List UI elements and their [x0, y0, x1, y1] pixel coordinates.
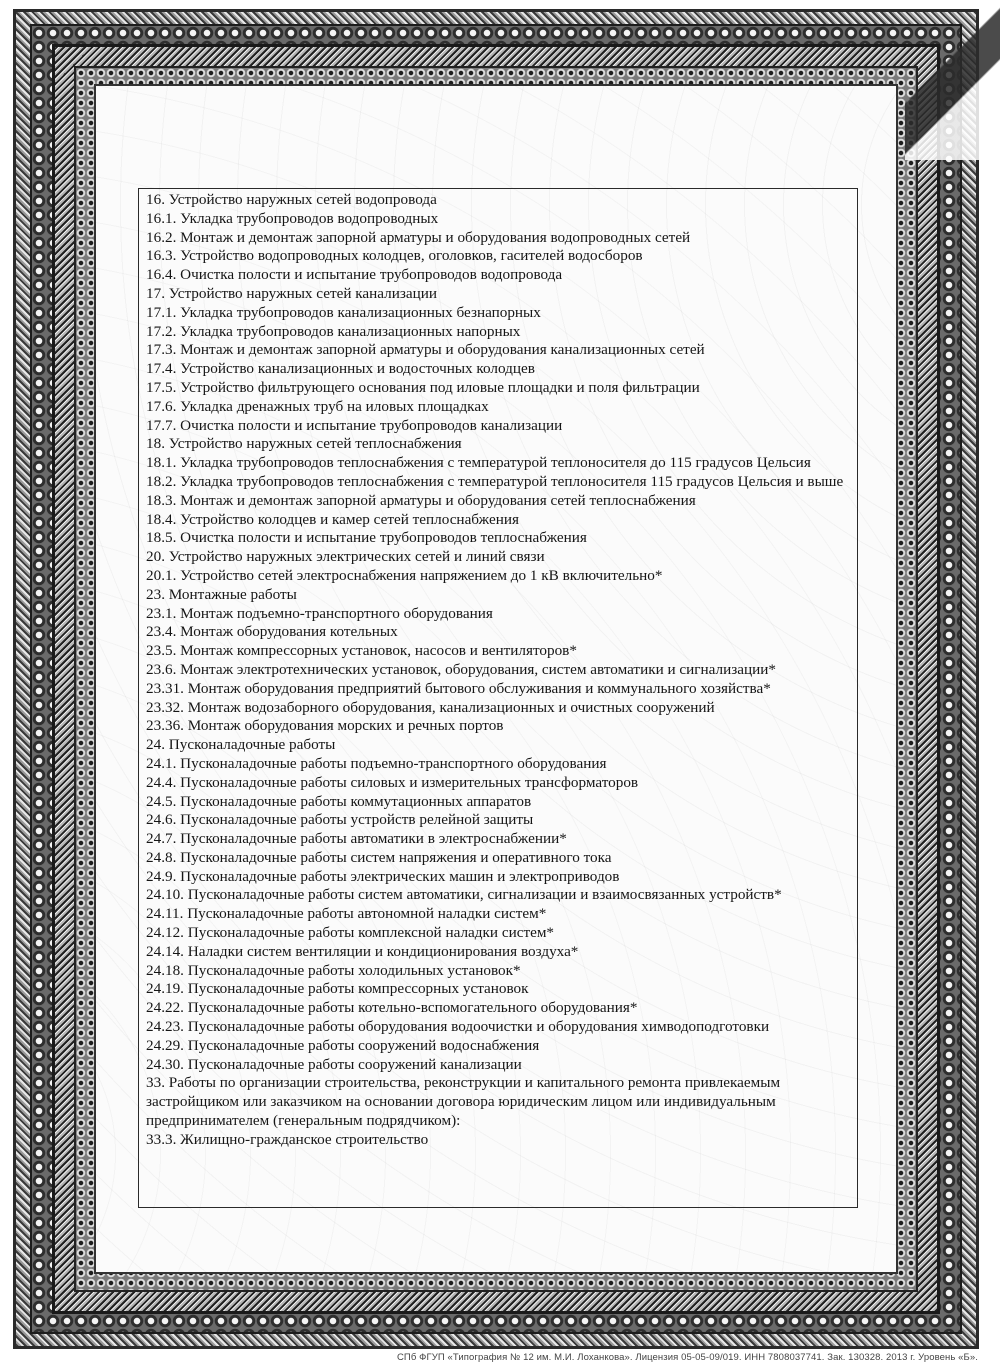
list-item: 17. Устройство наружных сетей канализации	[146, 284, 437, 302]
list-item: 24.10. Пусконаладочные работы систем автоматики, сигнализации и взаимосвязанных устройств*	[146, 886, 782, 904]
list-item: 24.14. Наладки систем вентиляции и кондиционирования воздуха*	[146, 942, 579, 960]
list-item: 24.1. Пусконаладочные работы подъемно-транспортного оборудования	[146, 754, 607, 772]
list-item: 18.4. Устройство колодцев и камер сетей теплоснабжения	[146, 510, 519, 528]
list-item: 24.23. Пусконаладочные работы оборудования водоочистки и оборудования химводоподготовки	[146, 1018, 770, 1036]
list-item: 24.8. Пусконаладочные работы систем напряжения и оперативного тока	[146, 848, 612, 866]
list-item: 23.5. Монтаж компрессорных установок, насосов и вентиляторов*	[146, 642, 577, 660]
printer-imprint: СПб ФГУП «Типография № 12 им. М.И. Лоханкова». Лицензия 05-05-09/019. ИНН 7808037741. Зак. 130328. 2013 г. Уровень «Б».	[396, 1352, 978, 1363]
list-item: 16.3. Устройство водопроводных колодцев, оголовков, гасителей водосборов	[146, 247, 643, 265]
list-item: 23.32. Монтаж водозаборного оборудования, канализационных и очистных сооружений	[146, 698, 715, 716]
list-item: 23. Монтажные работы	[146, 585, 297, 603]
list-item: 16. Устройство наружных сетей водопровода	[146, 191, 437, 208]
list-item: 23.6. Монтаж электротехнических установок, оборудования, систем автоматики и сигнализации*	[146, 660, 776, 678]
list-item: 17.5. Устройство фильтрующего основания под иловые площадки и поля фильтрации	[146, 378, 700, 396]
list-item: 23.31. Монтаж оборудования предприятий бытового обслуживания и коммунального хозяйства*	[146, 679, 771, 697]
work-types-list	[138, 188, 858, 1208]
list-item: 17.3. Монтаж и демонтаж запорной арматуры и оборудования канализационных сетей	[146, 341, 705, 359]
list-item: 18.5. Очистка полости и испытание трубопроводов теплоснабжения	[146, 529, 587, 547]
list-item: 24.5. Пусконаладочные работы коммутационных аппаратов	[146, 792, 532, 810]
list-item: 23.4. Монтаж оборудования котельных	[146, 623, 398, 641]
list-item: 33.3. Жилищно-гражданское строительство	[146, 1130, 429, 1148]
list-item: 18.1. Укладка трубопроводов теплоснабжения с температурой теплоносителя до 115 градусов Цельсия	[146, 454, 811, 472]
list-item: 18.2. Укладка трубопроводов теплоснабжения с температурой теплоносителя 115 градусов Цельсия и выше	[146, 472, 844, 490]
list-item: 17.2. Укладка трубопроводов канализационных напорных	[146, 322, 521, 340]
list-item: 24.22. Пусконаладочные работы котельно-вспомогательного оборудования*	[146, 999, 638, 1017]
list-item: 20.1. Устройство сетей электроснабжения напряжением до 1 кВ включительно*	[146, 566, 663, 584]
list-item: 24.6. Пусконаладочные работы устройств релейной защиты	[146, 811, 534, 829]
list-item: 24.30. Пусконаладочные работы сооружений канализации	[146, 1055, 522, 1073]
list-item: 18. Устройство наружных сетей теплоснабжения	[146, 435, 462, 453]
list-item: 23.36. Монтаж оборудования морских и речных портов	[146, 717, 504, 735]
list-item: 24.12. Пусконаладочные работы комплексной наладки систем*	[146, 924, 555, 942]
list-item: 24.9. Пусконаладочные работы электрических машин и электроприводов	[146, 867, 620, 885]
list-item: 17.1. Укладка трубопроводов канализационных безнапорных	[146, 303, 541, 321]
list-item: 20. Устройство наружных электрических сетей и линий связи	[146, 548, 545, 566]
list-item: 24.4. Пусконаладочные работы силовых и измерительных трансформаторов	[146, 773, 639, 791]
list-item: 24.19. Пусконаладочные работы компрессорных установок	[146, 980, 529, 998]
list-item: 16.2. Монтаж и демонтаж запорной арматуры и оборудования водопроводных сетей	[146, 228, 691, 246]
list-item: 17.7. Очистка полости и испытание трубопроводов канализации	[146, 416, 563, 434]
page-fold-corner	[905, 0, 1000, 160]
list-item: 16.4. Очистка полости и испытание трубопроводов водопровода	[146, 266, 563, 284]
list-item: 16.1. Укладка трубопроводов водопроводных	[146, 209, 439, 227]
list-item: 24.7. Пусконаладочные работы автоматики в электроснабжении*	[146, 830, 567, 848]
list-item: 33. Работы по организации строительства, реконструкции и капитального ремонта привлекаемым застройщиком или заказчиком на основании договора юридическим лицом или индивидуальным предпринимателем (генеральным подрядчиком):	[146, 1074, 781, 1130]
list-item: 24. Пусконаладочные работы	[146, 736, 336, 754]
list-item: 23.1. Монтаж подъемно-транспортного оборудования	[146, 604, 493, 622]
list-item: 17.6. Укладка дренажных труб на иловых площадках	[146, 397, 489, 415]
list-item: 17.4. Устройство канализационных и водосточных колодцев	[146, 360, 535, 378]
list-item: 24.11. Пусконаладочные работы автономной наладки систем*	[146, 905, 547, 923]
list-item: 24.18. Пусконаладочные работы холодильных установок*	[146, 961, 521, 979]
list-item: 18.3. Монтаж и демонтаж запорной арматуры и оборудования сетей теплоснабжения	[146, 491, 696, 509]
list-item: 24.29. Пусконаладочные работы сооружений водоснабжения	[146, 1036, 540, 1054]
